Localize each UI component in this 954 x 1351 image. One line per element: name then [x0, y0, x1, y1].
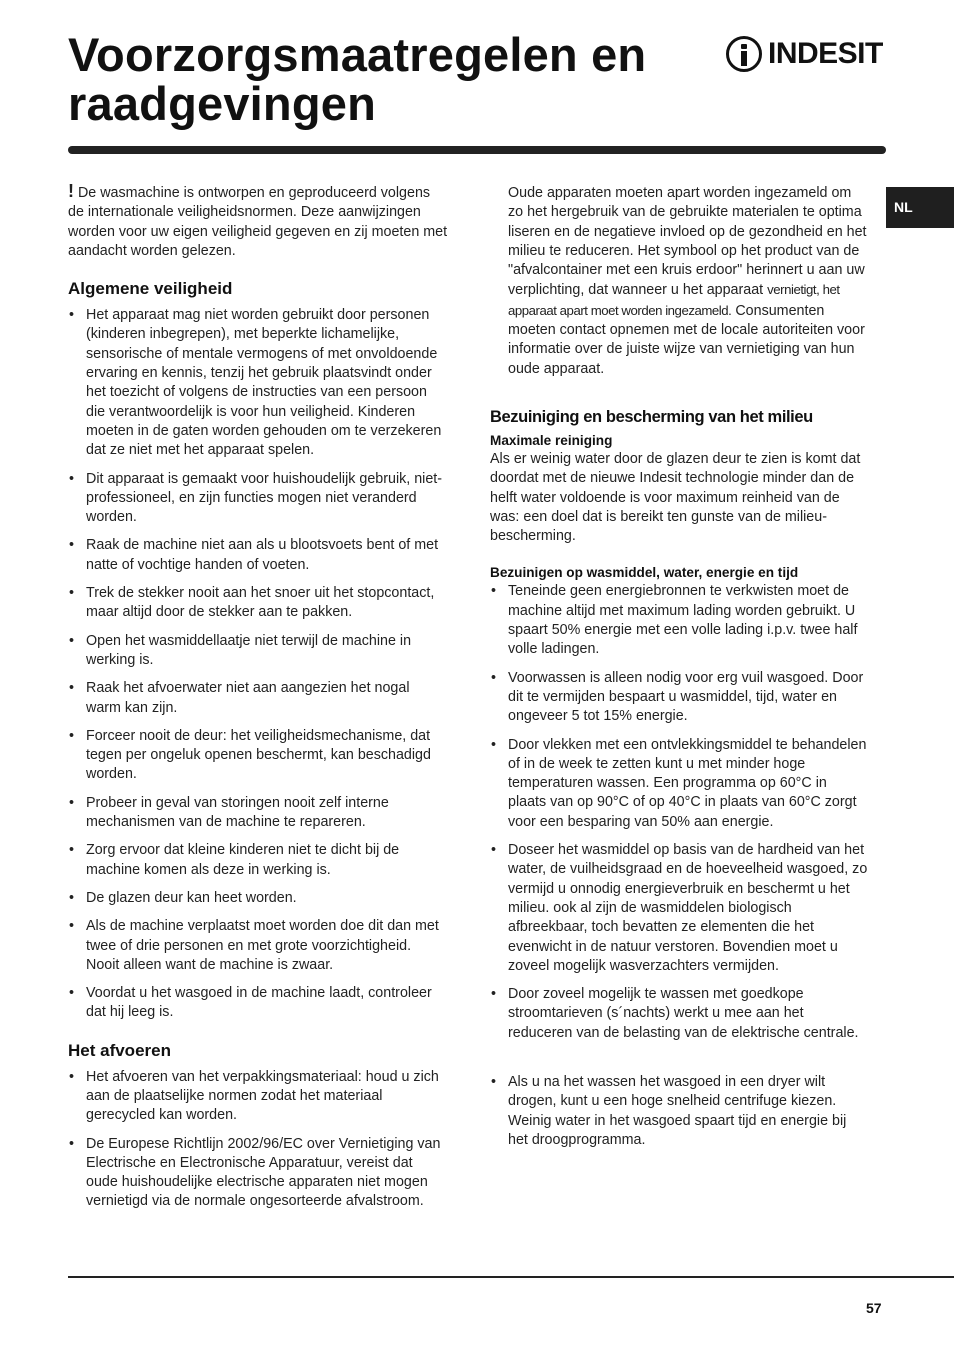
- list-item: • Doseer het wasmiddel op basis van de hardheid van het water, de vuilheidsgraad en de hoeveelheid wasgoed, zo vermijd u onnodig energieverbruik en beschermt u het milieu. ook al zijn de wasmiddelen biologisch afbreekbaar, toch bevatten ze elementen die het evenwicht in de natuur verstoren. Bovendien moet u zoveel mogelijk wasverzachters vermijden.: [491, 842, 868, 974]
- disposal-list: [68, 1068, 448, 1212]
- list-item: • Trek de stekker nooit aan het snoer uit het stopcontact, maar altijd door de stekker aan te pakken.: [69, 585, 435, 621]
- list-item: • Als u na het wassen het wasgoed in een dryer wilt drogen, kunt u een hoge snelheid centrifuge kiezen. Weinig water in het wasgoed spaart tijd en energie bij het droogprogramma.: [491, 1073, 847, 1148]
- title-divider: [68, 146, 886, 154]
- footer-divider: [68, 1276, 954, 1278]
- max-clean-subheading: Maximale reiniging: [490, 432, 613, 448]
- bullet-icon: •: [491, 583, 497, 600]
- list-item: • De glazen deur kan heet worden.: [68, 889, 448, 908]
- list-item: • Voorwassen is alleen nodig voor erg vuil wasgoed. Door dit te vermijden bespaart u wasmiddel, tijd, water en ongeveer 5 tot 15% energie.: [491, 669, 864, 725]
- bullet-icon: •: [69, 1135, 75, 1152]
- list-item: • Open het wasmiddellaatje niet terwijl de machine in werking is.: [69, 632, 412, 668]
- general-safety-list: [68, 306, 448, 1023]
- indesit-i-icon: [726, 36, 762, 72]
- bullet-icon: •: [69, 537, 75, 554]
- savings-subheading: Bezuinigen op wasmiddel, water, energie en tijd: [490, 565, 799, 581]
- bullet-icon: •: [69, 585, 75, 602]
- list-item: • Probeer in geval van storingen nooit zelf interne mechanismen van de machine te repareren.: [69, 794, 389, 831]
- left-column: [68, 181, 448, 1212]
- bullet-icon: •: [69, 470, 75, 487]
- bullet-icon: •: [69, 680, 75, 697]
- bullet-icon: •: [69, 307, 75, 324]
- list-item: • Het apparaat mag niet worden gebruikt door personen (kinderen inbegrepen), met beperkte lichamelijke, sensorische of mentale vermogens of met onvoldoende ervaring en kennis, tenzij het gebruik plaatsvindt onder het toezicht of volgens de instructies van een persoon die verantwoordelijk is voor hun veiligheid. Kinderen moeten in de gaten worden gehouden om te verzekeren dat ze niet met het apparaat spelen.: [69, 307, 442, 459]
- bullet-icon: •: [491, 1073, 497, 1090]
- bullet-icon: •: [69, 794, 75, 811]
- max-clean-text: Als er weinig water door de glazen deur te zien is komt dat doordat met de nieuwe Indesit technologie minder dan de helft water voldoende is voor maximum reinheid van de was: een doel dat is bereikt ten gunste van de milieu-bescherming.: [490, 450, 861, 545]
- bullet-icon: •: [69, 842, 75, 859]
- list-item: • Raak het afvoerwater niet aan aangezien het nogal warm kan zijn.: [69, 680, 410, 716]
- list-item: • Het afvoeren van het verpakkingsmateriaal: houd u zich aan de plaatselijke normen zodat het materiaal gerecycled kan worden.: [69, 1068, 439, 1124]
- bullet-icon: •: [69, 918, 75, 935]
- list-item: • Voordat u het wasgoed in de machine laadt, controleer dat hij leeg is.: [69, 985, 432, 1021]
- savings-list: [490, 582, 868, 1150]
- list-item: • Zorg ervoor dat kleine kinderen niet te dicht bij de machine komen als deze in werking is.: [69, 842, 400, 878]
- warning-mark-icon: !: [68, 181, 74, 201]
- list-item: • Door zoveel mogelijk te wassen met goedkope stroomtarieven (s´nachts) werkt u mee aan het reduceren van de belasting van de elektrische centrale.: [491, 986, 859, 1041]
- general-safety-heading: Algemene veiligheid: [68, 279, 233, 299]
- page-number: 57: [866, 1300, 882, 1316]
- page-title-line-2: raadgevingen: [68, 77, 376, 130]
- bullet-icon: •: [69, 1068, 75, 1085]
- bullet-icon: •: [491, 986, 497, 1003]
- disposal-continuation: Oude apparaten moeten apart worden ingezameld om zo het hergebruik van de gebruikte materialen te optima liseren en de negatieve invloed op de gezondheid en het milieu te reduceren. Het symbool op het product van de "afvalcontainer met een kruis erdoor" herinnert u aan uw verplichting, dat wanneer u het apparaat vernietigt, het apparaat apart moet worden ingezameld. Consumenten moeten contact opnemen met de locale autoriteiten voor informatie over de juiste wijze van vernietiging van hun oude apparaat.: [508, 185, 867, 377]
- indesit-logo: [726, 34, 883, 74]
- list-item: • Als de machine verplaatst moet worden doe dit dan met twee of drie personen en met grote voorzichtigheid. Nooit alleen want de machine is zwaar.: [69, 918, 439, 973]
- intro-paragraph: [68, 181, 448, 261]
- right-column: [490, 184, 868, 1150]
- bullet-icon: •: [491, 669, 497, 686]
- list-item: • Raak de machine niet aan als u blootsvoets bent of met natte of vochtige handen of voeten.: [69, 537, 439, 573]
- list-item: • Teneinde geen energiebronnen te verkwisten moet de machine altijd met maximum lading worden gebruikt. U spaart 50% energie met een volle lading i.p.v. twee half volle ladingen.: [491, 583, 858, 658]
- bullet-icon: •: [69, 985, 75, 1002]
- brand-name: INDESIT: [768, 37, 883, 70]
- page-title-line-1: Voorzorgsmaatregelen en: [68, 28, 647, 81]
- environment-heading: Bezuiniging en bescherming van het milieu: [490, 407, 813, 426]
- bullet-icon: •: [69, 889, 75, 906]
- bullet-icon: •: [491, 736, 497, 753]
- list-item: • Dit apparaat is gemaakt voor huishoudelijk gebruik, niet-professioneel, en zijn functies mogen niet veranderd worden.: [69, 470, 443, 526]
- bullet-icon: •: [69, 632, 75, 649]
- list-item: • Door vlekken met een ontvlekkingsmiddel te behandelen of in de week te zetten kunt u met minder hoge temperaturen wassen. Een programma op 60°C in plaats van op 90°C of op 40°C in plaats van 60°C zorgt voor een besparing van 50% aan energie.: [491, 736, 867, 830]
- intro-text: De wasmachine is ontworpen en geproduceerd volgens de internationale veiligheidsnormen. Deze aanwijzingen worden voor uw eigen veiligheid gegeven en zij moeten met aandacht worden gelezen.: [68, 185, 448, 259]
- list-item: • Forceer nooit de deur: het veiligheidsmechanisme, dat tegen per ongeluk openen beschermt, kan beschadigd worden.: [69, 727, 431, 783]
- disposal-heading: Het afvoeren: [68, 1040, 171, 1060]
- page-title: [68, 30, 646, 128]
- bullet-icon: •: [491, 842, 497, 859]
- language-tab: NL: [886, 187, 954, 228]
- list-item: • De Europese Richtlijn 2002/96/EC over Vernietiging van Electrische en Electronische Apparatuur, vereist dat oude huishoudelijke electrische apparaten niet mogen vernietigd via de normale ongesorteerde afvalstroom.: [69, 1135, 441, 1210]
- bullet-icon: •: [69, 727, 75, 744]
